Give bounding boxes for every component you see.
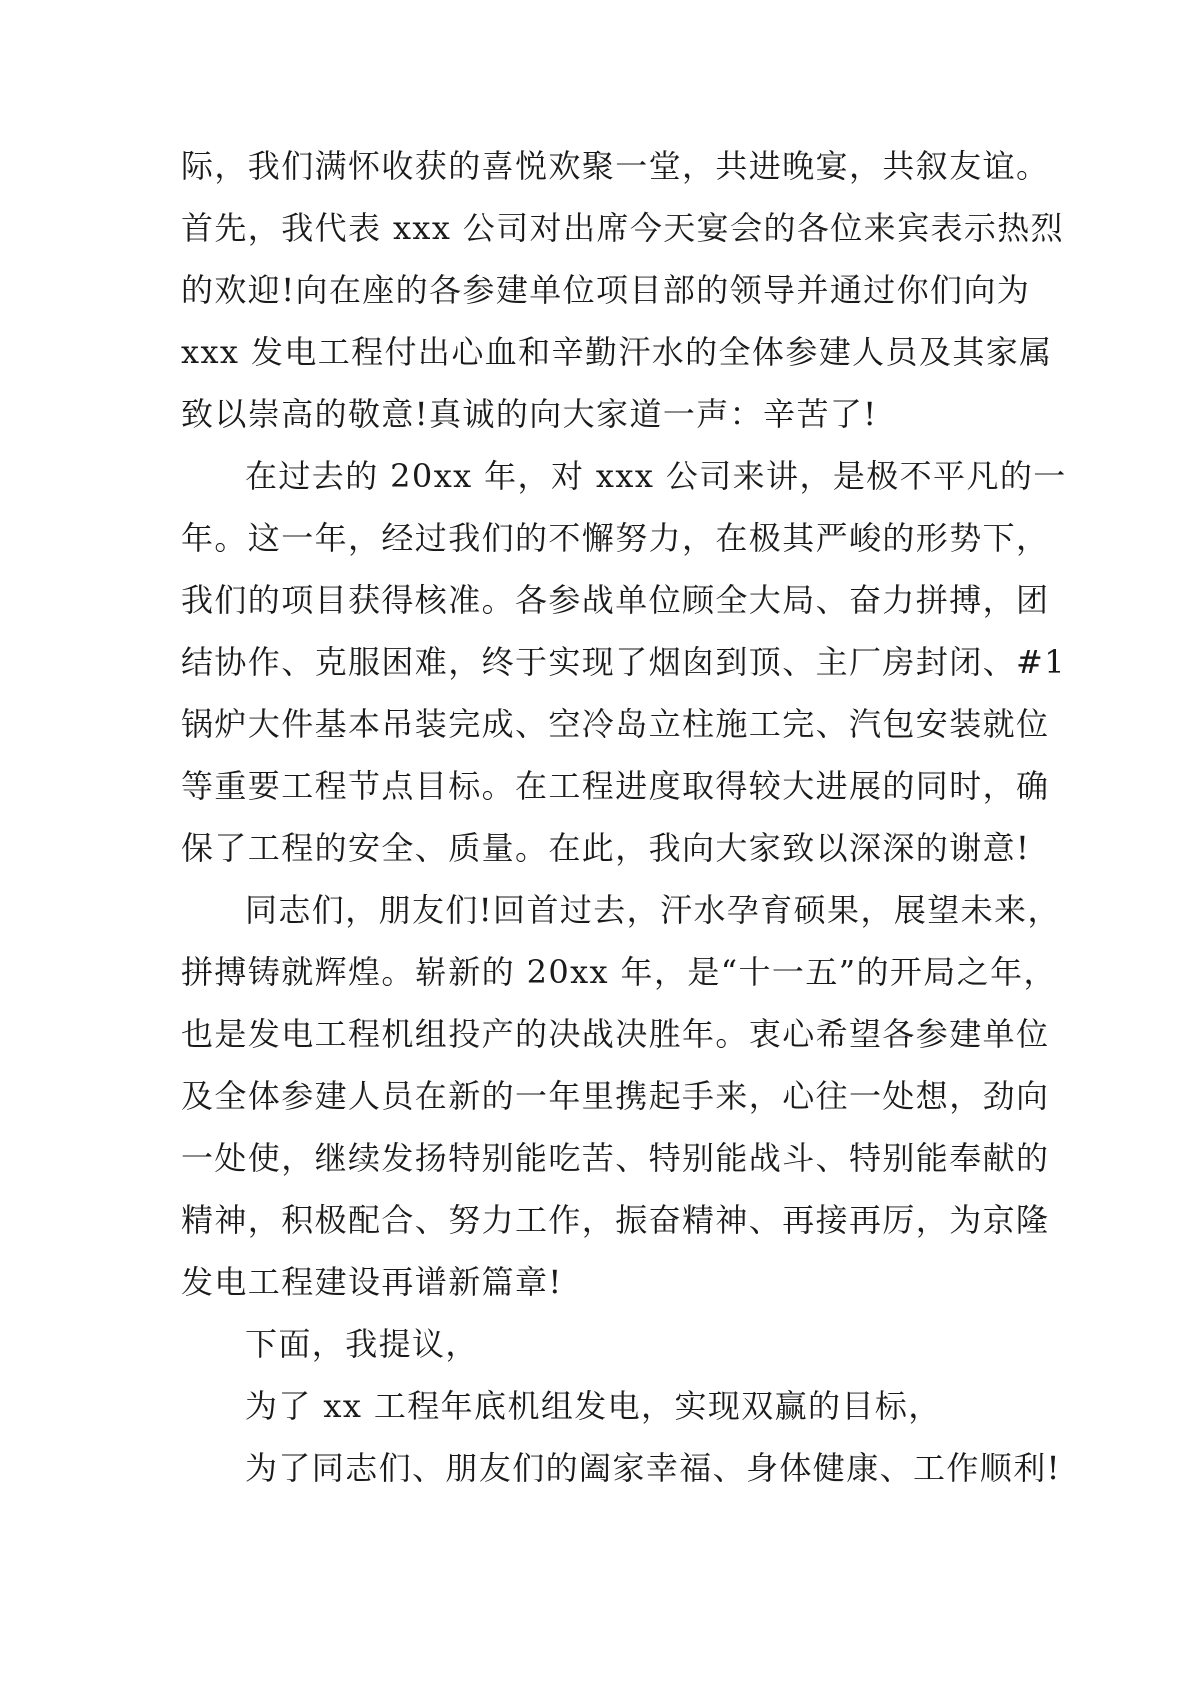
text-line: 际，我们满怀收获的喜悦欢聚一堂，共进晚宴，共叙友谊。 <box>181 147 1050 185</box>
text-line: 拼搏铸就辉煌。崭新的 20xx 年，是“十一五”的开局之年， <box>181 953 1057 991</box>
text-line: 及全体参建人员在新的一年里携起手来，心往一处想，劲向 <box>181 1077 1050 1115</box>
text-line: 我们的项目获得核准。各参战单位顾全大局、奋力拼搏，团 <box>181 581 1050 619</box>
text-line: 结协作、克服困难，终于实现了烟囱到顶、主厂房封闭、#1 <box>181 643 1066 681</box>
text-line: 精神，积极配合、努力工作，振奋精神、再接再厉，为京隆 <box>181 1201 1050 1239</box>
text-line: xxx 发电工程付出心血和辛勤汗水的全体参建人员及其家属 <box>181 333 1053 371</box>
text-line: 保了工程的安全、质量。在此，我向大家致以深深的谢意! <box>181 829 1031 867</box>
paragraph-first-line: 下面，我提议， <box>245 1325 479 1363</box>
text-line: 的欢迎!向在座的各参建单位项目部的领导并通过你们向为 <box>181 271 1031 309</box>
text-line: 致以崇高的敬意!真诚的向大家道一声：辛苦了! <box>181 395 878 433</box>
paragraph-first-line: 为了同志们、朋友们的阖家幸福、身体健康、工作顺利! <box>245 1449 1061 1487</box>
text-line: 等重要工程节点目标。在工程进度取得较大进展的同时，确 <box>181 767 1050 805</box>
paragraph-first-line: 在过去的 20xx 年，对 xxx 公司来讲，是极不平凡的一 <box>245 457 1067 495</box>
document-body <box>181 135 1067 1499</box>
paragraph-first-line: 同志们，朋友们!回首过去，汗水孕育硕果，展望未来， <box>245 891 1061 929</box>
text-line: 也是发电工程机组投产的决战决胜年。衷心希望各参建单位 <box>181 1015 1050 1053</box>
text-line: 锅炉大件基本吊装完成、空冷岛立柱施工完、汽包安装就位 <box>181 705 1050 743</box>
text-line: 一处使，继续发扬特别能吃苦、特别能战斗、特别能奉献的 <box>181 1139 1050 1177</box>
paragraph-first-line: 为了 xx 工程年底机组发电，实现双赢的目标， <box>245 1387 942 1425</box>
text-line: 首先，我代表 xxx 公司对出席今天宴会的各位来宾表示热烈 <box>181 209 1065 247</box>
text-line: 年。这一年，经过我们的不懈努力，在极其严峻的形势下， <box>181 519 1050 557</box>
text-line: 发电工程建设再谱新篇章! <box>181 1263 563 1301</box>
